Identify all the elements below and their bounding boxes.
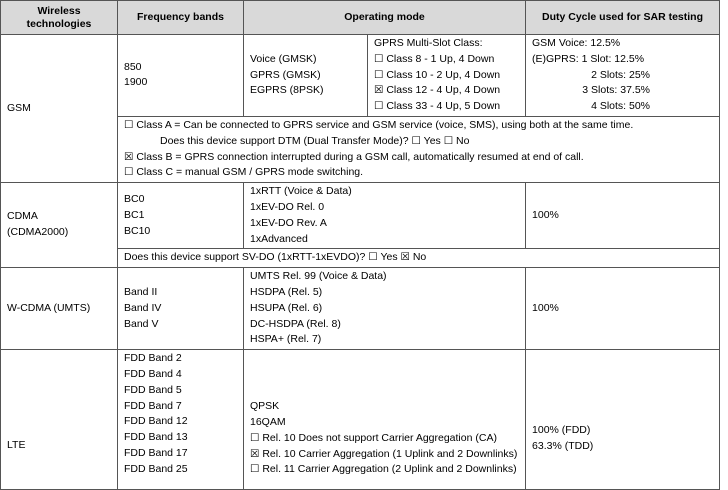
lte-modes (244, 350, 526, 490)
lte-band: FDD Band 5 (124, 383, 182, 396)
cdma-tech-name: CDMA (7, 210, 38, 223)
gsm-mode: EGPRS (8PSK) (250, 84, 324, 97)
header-operating-mode: Operating mode (244, 1, 526, 35)
gsm-band: 1900 (124, 76, 148, 89)
header-duty-cycle: Duty Cycle used for SAR testing (526, 1, 720, 35)
cdma-mode: 1xEV-DO Rel. 0 (250, 200, 325, 213)
cdma-band: BC0 (124, 193, 145, 206)
lte-duty-tdd: 63.3% (TDD) (532, 439, 594, 452)
duty-slot-line (532, 68, 713, 84)
cdma-band: BC10 (124, 224, 151, 237)
lte-band: FDD Band 17 (124, 446, 188, 459)
gsm-row (1, 35, 720, 117)
duty-egprs-line (532, 52, 713, 68)
lte-mode: 16QAM (250, 415, 286, 428)
multislot-option: ☐ Class 10 - 2 Up, 4 Down (374, 68, 501, 81)
cdma-mode: 1xRTT (Voice & Data) (250, 185, 352, 198)
class-c-note: ☐ Class C = manual GSM / GPRS mode switching. (124, 166, 364, 179)
wcdma-mode: DC-HSDPA (Rel. 8) (250, 317, 341, 330)
wcdma-mode: UMTS Rel. 99 (Voice & Data) (250, 270, 387, 283)
wcdma-tech: W-CDMA (UMTS) (1, 268, 118, 350)
lte-tech-name: LTE (7, 439, 26, 452)
class-b-note: ☒ Class B = GPRS connection interrupted during a GSM call, automatically resumed at end of call. (124, 150, 584, 163)
duty-slot-line (532, 99, 713, 115)
wcdma-modes (244, 268, 526, 350)
cdma-modes (244, 183, 526, 249)
lte-row (1, 350, 720, 490)
wcdma-duty: 100% (526, 268, 720, 350)
duty-slot: 2 Slots: 25% (591, 68, 651, 81)
lte-band: FDD Band 2 (124, 352, 182, 365)
gsm-tech: GSM (1, 35, 118, 183)
dtm-question: Does this device support DTM (Dual Transfer Mode)? ☐ Yes ☐ No (160, 134, 470, 147)
wcdma-row (1, 268, 720, 350)
cdma-tech (1, 183, 118, 268)
wcdma-band: Band V (124, 317, 159, 330)
cdma-mode: 1xAdvanced (250, 232, 308, 245)
lte-band: FDD Band 25 (124, 462, 188, 475)
cdma-bands (118, 183, 244, 249)
duty-egprs-label: (E)GPRS: (532, 52, 582, 65)
header-row (1, 1, 720, 35)
duty-slot: 3 Slots: 37.5% (582, 84, 651, 97)
multislot-option: ☐ Class 33 - 4 Up, 5 Down (374, 100, 501, 113)
multislot-option: ☒ Class 12 - 4 Up, 4 Down (374, 84, 501, 97)
lte-mode: ☐ Rel. 11 Carrier Aggregation (2 Uplink and 2 Downlinks) (250, 463, 517, 476)
lte-band: FDD Band 4 (124, 367, 182, 380)
lte-duty (526, 350, 720, 490)
wcdma-mode: HSDPA (Rel. 5) (250, 285, 323, 298)
multislot-title: GPRS Multi-Slot Class: (374, 37, 483, 49)
duty-slot: 4 Slots: 50% (591, 100, 651, 113)
wcdma-band: Band II (124, 285, 158, 298)
svdo-question: Does this device support SV-DO (1xRTT-1xEVDO)? ☐ Yes ☒ No (118, 249, 720, 268)
gsm-duty (526, 35, 720, 117)
gsm-mode: GPRS (GMSK) (250, 68, 321, 81)
lte-band: FDD Band 13 (124, 431, 188, 444)
wcdma-mode: HSUPA (Rel. 6) (250, 301, 323, 314)
cdma-mode: 1xEV-DO Rev. A (250, 216, 327, 229)
gsm-mode: Voice (GMSK) (250, 52, 317, 65)
dtm-question-line (124, 134, 713, 150)
gsm-bands (118, 35, 244, 117)
lte-bands (118, 350, 244, 490)
gsm-classes (118, 116, 720, 182)
gsm-modes (244, 35, 368, 117)
cdma-band: BC1 (124, 208, 145, 221)
gsm-band: 850 (124, 60, 142, 73)
cdma-tech-sub: (CDMA2000) (7, 226, 69, 239)
lte-mode: ☒ Rel. 10 Carrier Aggregation (1 Uplink and 2 Downlinks) (250, 447, 518, 460)
duty-slot: 1 Slot: 12.5% (581, 52, 645, 65)
wcdma-mode: HSPA+ (Rel. 7) (250, 333, 322, 346)
lte-band: FDD Band 12 (124, 415, 188, 428)
lte-mode: QPSK (250, 400, 280, 413)
class-a-note: ☐ Class A = Can be connected to GPRS service and GSM service (voice, SMS), using both at the same time. (124, 118, 634, 131)
lte-duty-fdd: 100% (FDD) (532, 424, 591, 437)
duty-voice: GSM Voice: 12.5% (532, 37, 621, 49)
wcdma-band: Band IV (124, 301, 162, 314)
header-wireless-technologies: Wireless technologies (1, 1, 118, 35)
cdma-row (1, 183, 720, 249)
gsm-multislot (368, 35, 526, 117)
cdma-duty: 100% (526, 183, 720, 249)
lte-mode: ☐ Rel. 10 Does not support Carrier Aggregation (CA) (250, 431, 497, 444)
duty-slot-line (532, 83, 713, 99)
header-frequency-bands: Frequency bands (118, 1, 244, 35)
lte-band: FDD Band 7 (124, 399, 182, 412)
multislot-option: ☐ Class 8 - 1 Up, 4 Down (374, 52, 495, 65)
wcdma-bands (118, 268, 244, 350)
lte-tech (1, 350, 118, 490)
